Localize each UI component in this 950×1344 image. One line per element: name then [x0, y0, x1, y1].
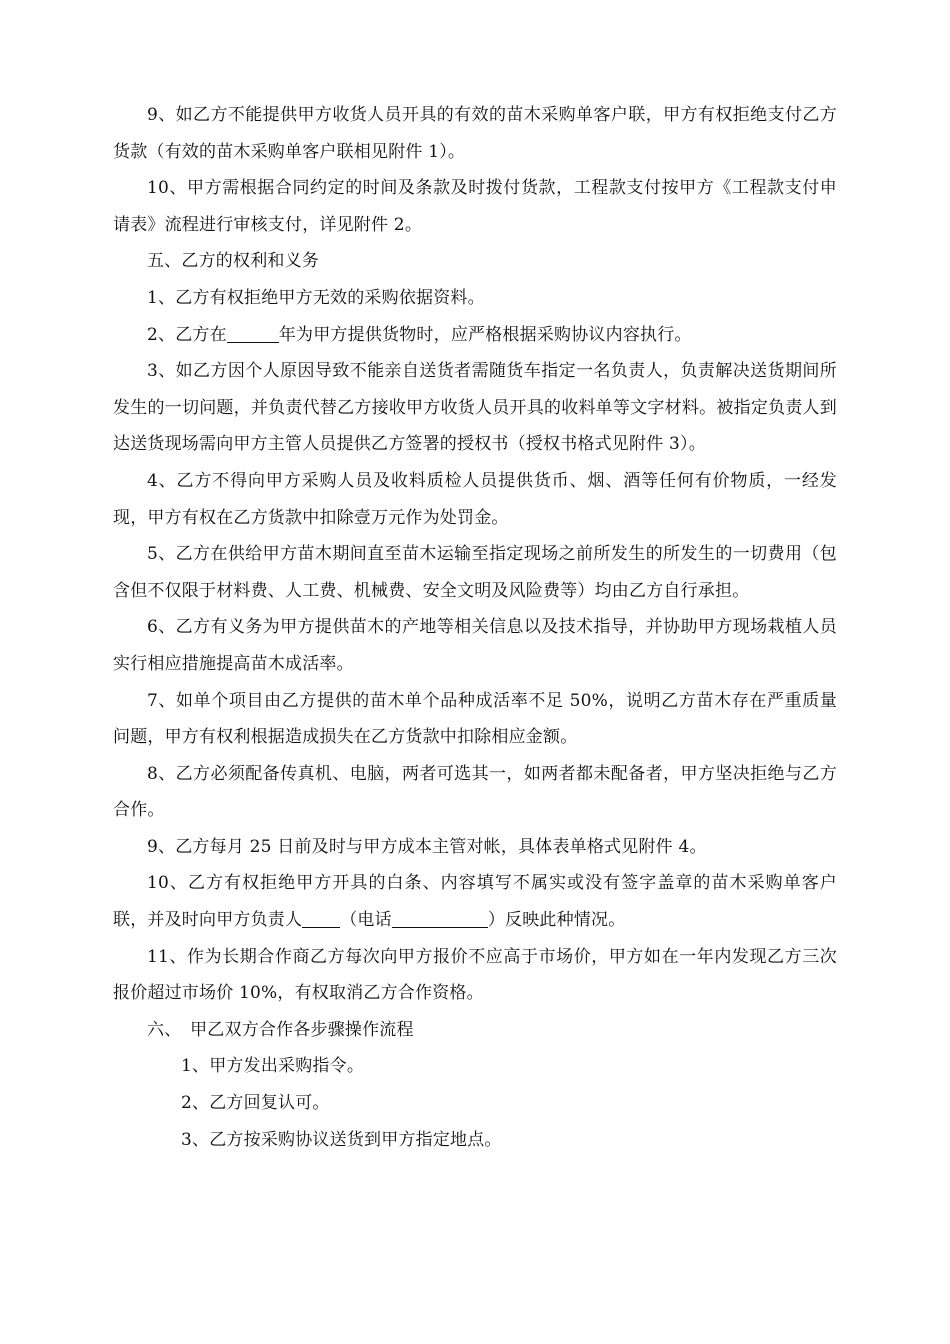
step-2: 2、乙方回复认可。: [181, 1093, 330, 1114]
section-5-heading: 五、乙方的权利和义务: [147, 251, 319, 272]
clause-b4: 4、乙方不得向甲方采购人员及收料质检人员提供货币、烟、酒等任何有价物质，一经发现，甲方有权在乙方货款中扣除壹万元作为处罚金。: [113, 470, 837, 528]
clause-b2: [113, 317, 837, 354]
clause-a9: 9、如乙方不能提供甲方收货人员开具的有效的苗木采购单客户联，甲方有权拒绝支付乙方货款（有效的苗木采购单客户联相见附件 1）。: [113, 105, 837, 162]
clause-b2-start: 2、乙方在: [147, 324, 227, 345]
clause-b11: 11、作为长期合作商乙方每次向甲方报价不应高于市场价，甲方如在一年内发现乙方三次报价超过市场价 10%，有权取消乙方合作资格。: [113, 946, 837, 1004]
clause-b2-end: 年为甲方提供货物时，应严格根据采购协议内容执行。: [278, 324, 692, 345]
step-3: 3、乙方按采购协议送货到甲方指定地点。: [181, 1129, 502, 1150]
clause-b9: 9、乙方每月 25 日前及时与甲方成本主管对帐，具体表单格式见附件 4。: [147, 836, 707, 857]
section-6-heading: 六、 甲乙双方合作各步骤操作流程: [147, 1019, 414, 1040]
clause-a10: 10、甲方需根据合同约定的时间及条款及时拨付货款，工程款支付按甲方《工程款支付申请表》流程进行审核支付，详见附件 2。: [113, 178, 837, 235]
year-blank: [227, 324, 279, 343]
clause-b10: [113, 865, 837, 938]
person-blank: [302, 909, 340, 928]
clause-b10-phone: （电话: [340, 910, 392, 931]
clause-b6: 6、乙方有义务为甲方提供苗木的产地等相关信息以及技术指导，并协助甲方现场栽植人员实行相应措施提高苗木成活率。: [113, 617, 837, 674]
clause-b10-start: 10、乙方有权拒绝甲方开具的白条、内容填写不属实或没有签字盖章的苗木采购单客户联，并及时向甲方负责人: [113, 873, 837, 931]
phone-blank: [392, 909, 488, 928]
document-body: [113, 97, 837, 1158]
clause-b7: 7、如单个项目由乙方提供的苗木单个品种成活率不足 50%，说明乙方苗木存在严重质量问题，甲方有权利根据造成损失在乙方货款中扣除相应金额。: [113, 690, 837, 748]
clause-b5: 5、乙方在供给甲方苗木期间直至苗木运输至指定现场之前所发生的所发生的一切费用（包含但不仅限于材料费、人工费、机械费、安全文明及风险费等）均由乙方自行承担。: [113, 544, 837, 601]
step-1: 1、甲方发出采购指令。: [181, 1056, 365, 1077]
clause-b8: 8、乙方必须配备传真机、电脑，两者可选其一，如两者都未配备者，甲方坚决拒绝与乙方合作。: [113, 763, 837, 821]
clause-b3: 3、如乙方因个人原因导致不能亲自送货者需随货车指定一名负责人，负责解决送货期间所发生的一切问题，并负责代替乙方接收甲方收货人员开具的收料单等文字材料。被指定负责人到达送货现场需向甲方主管人员提供乙方签署的授权书（授权书格式见附件 3）。: [113, 361, 837, 455]
clause-b10-end: ）反映此种情况。: [487, 910, 626, 931]
clause-b1: 1、乙方有权拒绝甲方无效的采购依据资料。: [147, 287, 485, 308]
